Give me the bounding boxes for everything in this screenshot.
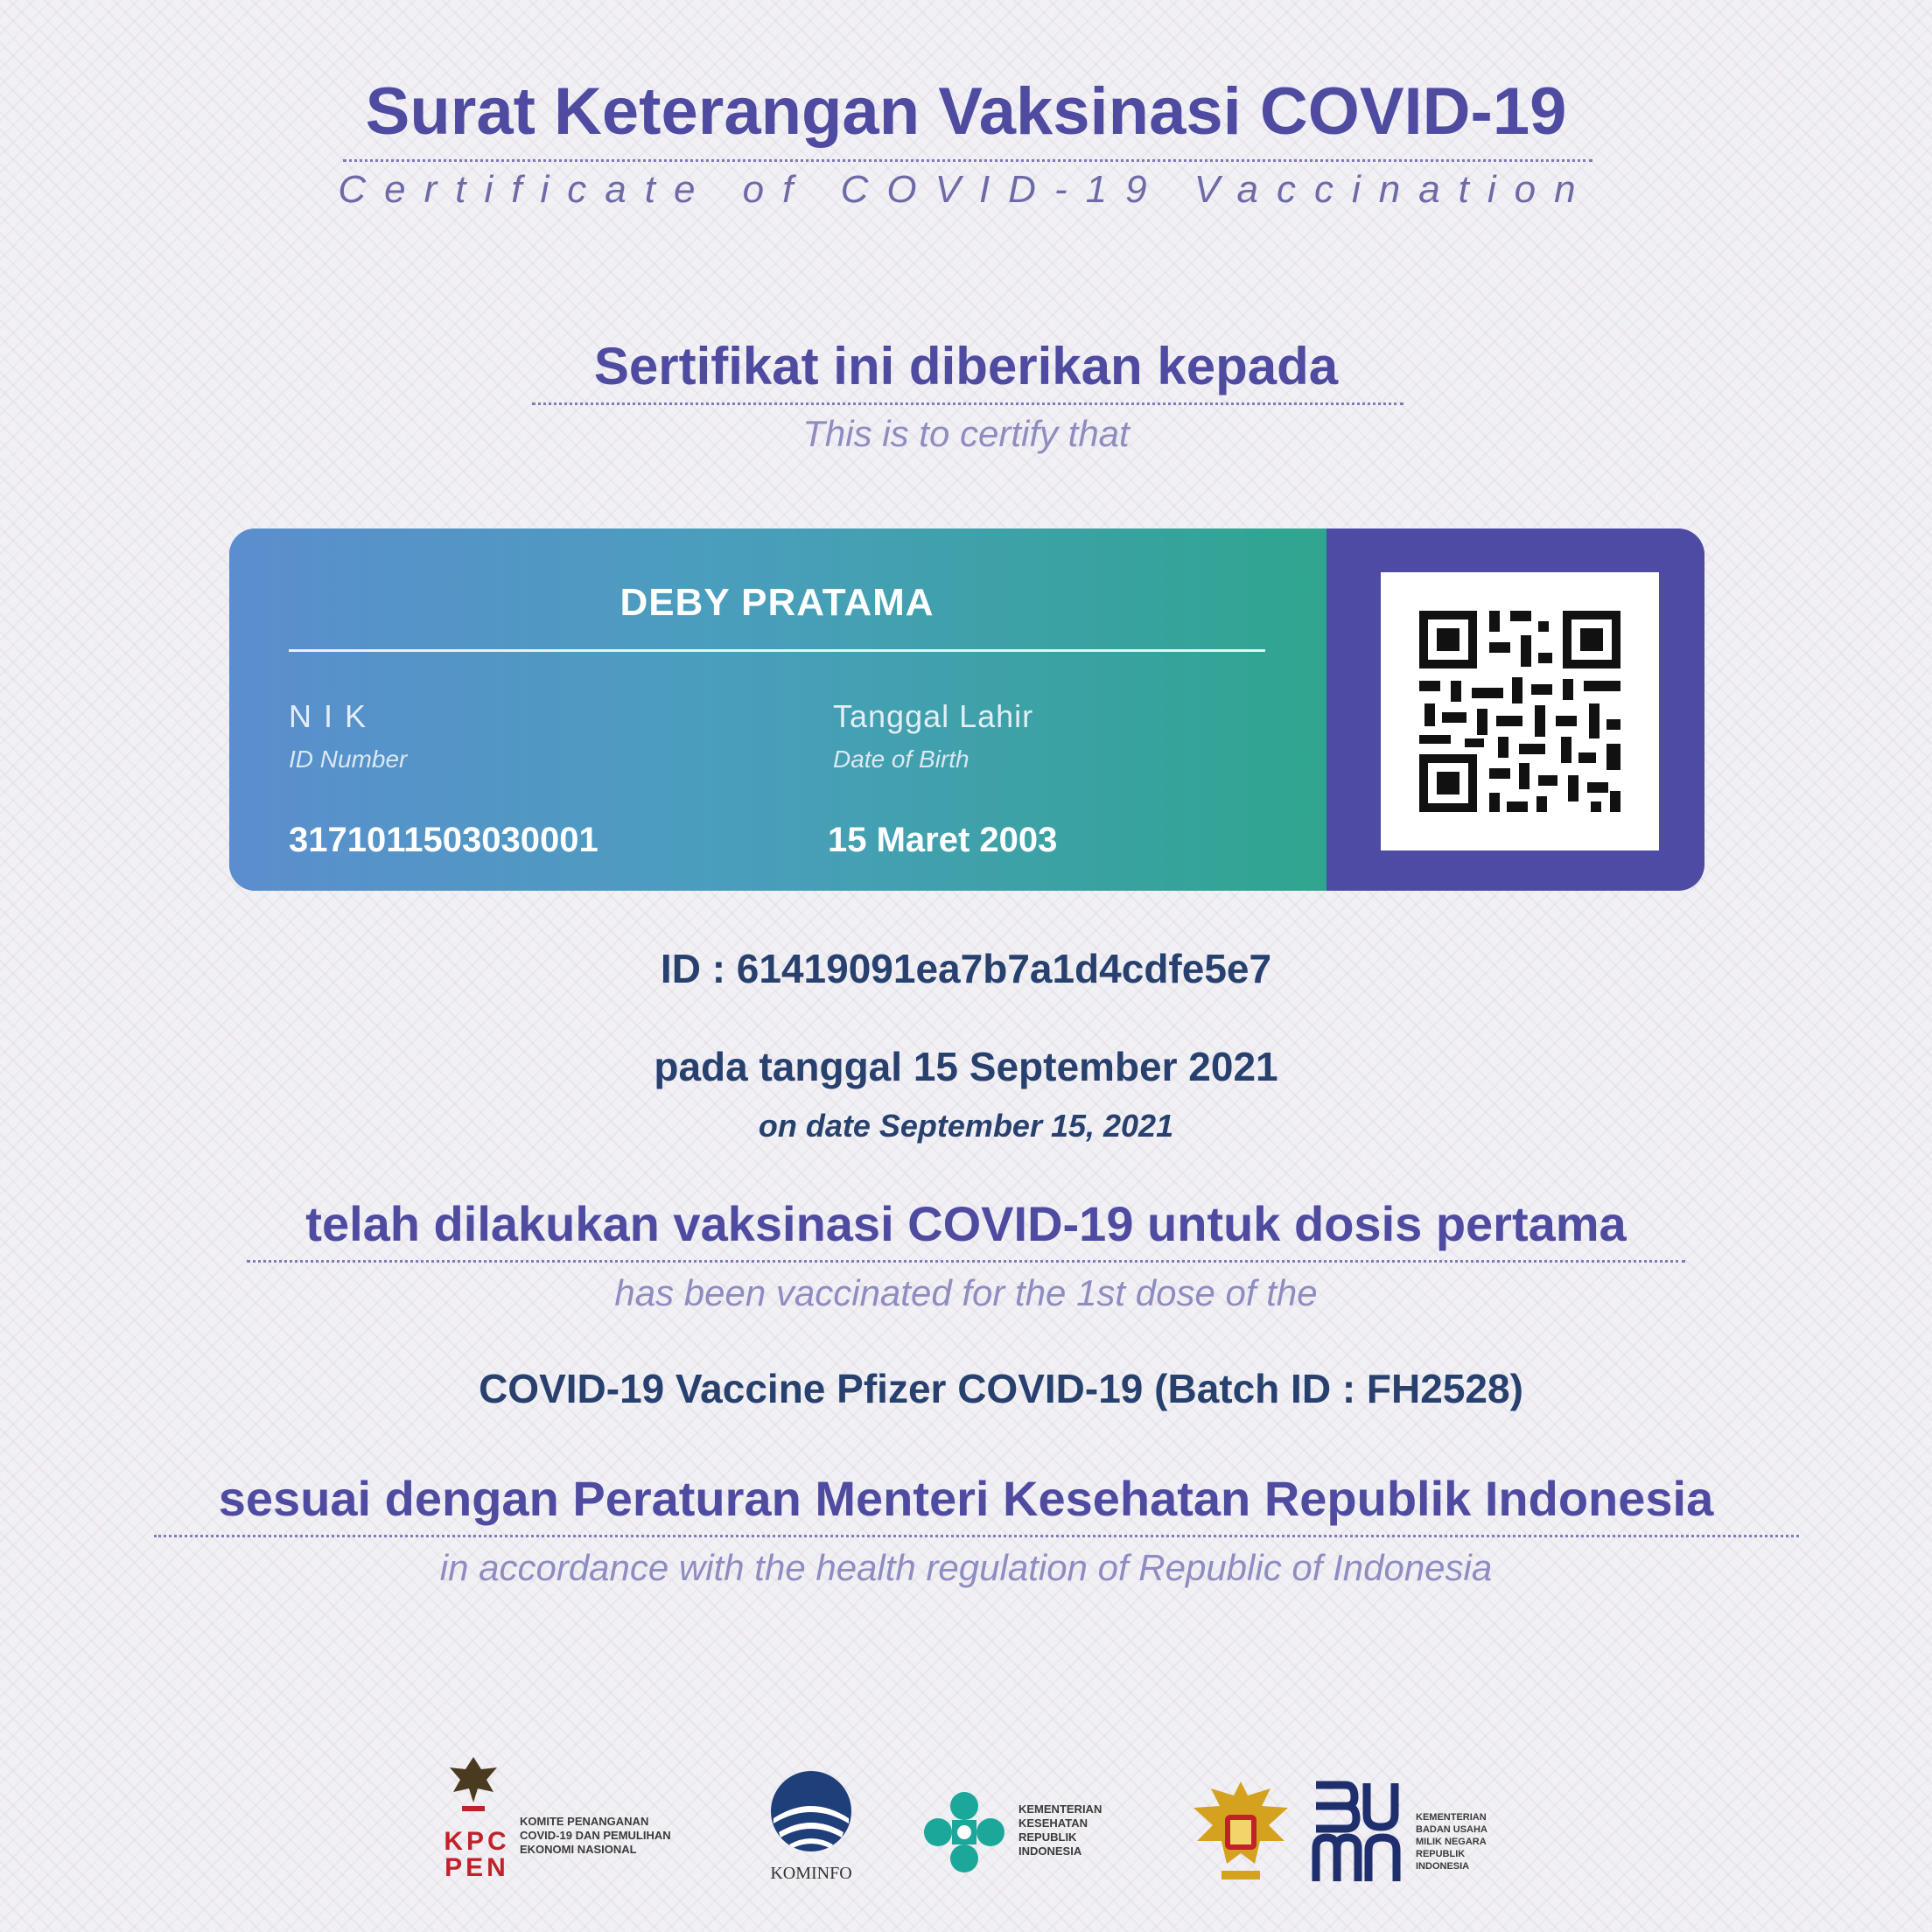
kemenkes-text <box>1018 1802 1102 1858</box>
dob-sublabel: Date of Birth <box>833 746 970 773</box>
vaccination-date: pada tanggal 15 September 2021 <box>654 1044 1278 1089</box>
kemenkes-line3: REPUBLIK <box>1018 1830 1077 1844</box>
kominfo-logo <box>763 1768 859 1883</box>
certify-heading: Sertifikat ini diberikan kepada <box>593 337 1339 396</box>
regulation-divider <box>154 1535 1799 1537</box>
kominfo-icon <box>763 1768 859 1864</box>
certify-subheading: This is to certify that <box>802 413 1130 454</box>
nik-sublabel: ID Number <box>289 746 408 773</box>
bumn-text <box>1416 1811 1488 1872</box>
nik-value: 3171011503030001 <box>289 821 598 859</box>
kpcpen-line2: COVID-19 DAN PEMULIHAN <box>520 1829 671 1842</box>
dob-value: 15 Maret 2003 <box>828 821 1058 859</box>
bumn-line2: BADAN USAHA <box>1416 1824 1488 1835</box>
holder-name: DEBY PRATAMA <box>620 581 934 624</box>
card-divider <box>289 649 1265 652</box>
vaccination-heading: telah dilakukan vaksinasi COVID-19 untuk dosis pertama <box>305 1196 1627 1251</box>
garuda-logo <box>1186 1776 1295 1894</box>
vaccination-date-en: on date September 15, 2021 <box>758 1108 1174 1144</box>
bumn-logo <box>1311 1778 1404 1891</box>
qr-code <box>1381 572 1659 850</box>
dob-label: Tanggal Lahir <box>833 698 1034 734</box>
kpcpen-line1: KOMITE PENANGANAN <box>520 1815 649 1828</box>
kpcpen-logo <box>443 1752 510 1882</box>
vaccination-divider <box>247 1260 1685 1263</box>
regulation-subheading: in accordance with the health regulation of Republic of Indonesia <box>439 1547 1493 1588</box>
bumn-line3: MILIK NEGARA <box>1416 1837 1487 1847</box>
bumn-line4: REPUBLIK <box>1416 1849 1466 1859</box>
garuda-small-icon <box>443 1752 504 1827</box>
kominfo-label: KOMINFO <box>770 1864 852 1883</box>
certificate-id: ID : 61419091ea7b7a1d4cdfe5e7 <box>660 946 1272 991</box>
title-divider <box>343 159 1592 162</box>
vaccination-subheading: has been vaccinated for the 1st dose of the <box>614 1272 1318 1313</box>
kemenkes-line2: KESEHATAN <box>1018 1816 1088 1830</box>
kemenkes-line4: INDONESIA <box>1018 1844 1082 1858</box>
kpcpen-text <box>520 1815 671 1857</box>
regulation-heading: sesuai dengan Peraturan Menteri Kesehatan Republik Indonesia <box>218 1471 1714 1526</box>
kemenkes-line1: KEMENTERIAN <box>1018 1802 1102 1816</box>
kpcpen-mark: KPC PEN <box>444 1827 510 1882</box>
kemenkes-logo <box>919 1787 1010 1882</box>
garuda-pancasila-icon <box>1186 1776 1295 1890</box>
qr-code-icon <box>1381 572 1659 850</box>
nik-label: N I K <box>289 698 368 734</box>
vaccine-info: COVID-19 Vaccine Pfizer COVID-19 (Batch ID : FH2528) <box>479 1366 1523 1411</box>
bumn-icon <box>1311 1778 1404 1886</box>
bumn-line5: INDONESIA <box>1416 1861 1470 1872</box>
holder-card <box>229 528 1704 891</box>
logo-strip <box>0 1741 1932 1916</box>
certificate-subtitle: Certificate of COVID-19 Vaccination <box>338 168 1594 211</box>
holder-info-panel <box>229 528 1326 891</box>
kpcpen-line3: EKONOMI NASIONAL <box>520 1843 637 1856</box>
certificate-title: Surat Keterangan Vaksinasi COVID-19 <box>365 74 1567 149</box>
bumn-line1: KEMENTERIAN <box>1416 1812 1487 1823</box>
kemenkes-icon <box>919 1787 1010 1878</box>
certify-divider <box>532 402 1404 405</box>
